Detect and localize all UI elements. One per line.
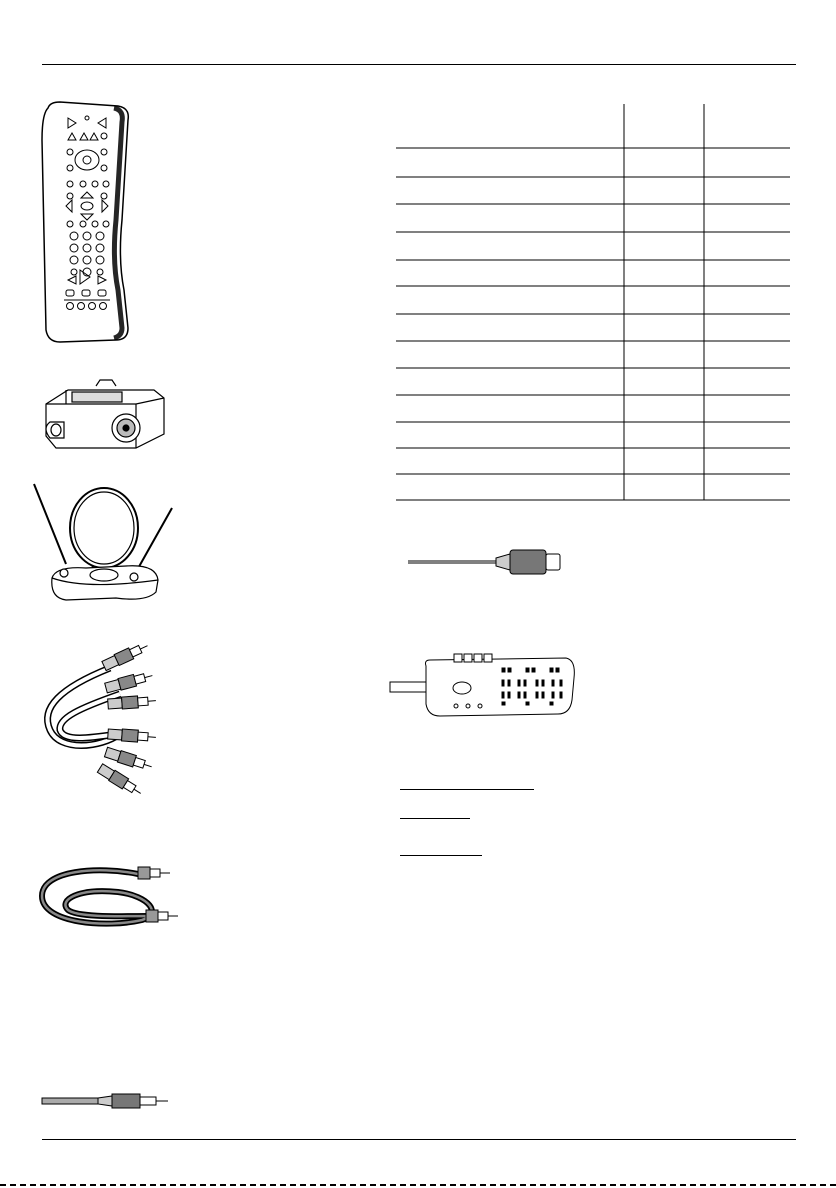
audio-video-cables-icon (40, 638, 170, 798)
antenna-splitter-icon (36, 376, 176, 456)
coaxial-cable-icon (38, 856, 178, 936)
surge-protector-icon (390, 654, 582, 720)
header-rule (42, 64, 796, 65)
rca-cable-icon (40, 1092, 176, 1112)
remote-control-icon (38, 100, 138, 350)
accessory-table (396, 104, 792, 509)
footer-rule (42, 1139, 796, 1140)
page-edge-dashes (0, 1184, 836, 1186)
blank-line-3 (400, 855, 482, 856)
blank-line-2 (400, 818, 470, 819)
indoor-antenna-icon (26, 478, 186, 606)
blank-line-1 (400, 789, 534, 790)
s-video-cable-icon (406, 548, 562, 576)
